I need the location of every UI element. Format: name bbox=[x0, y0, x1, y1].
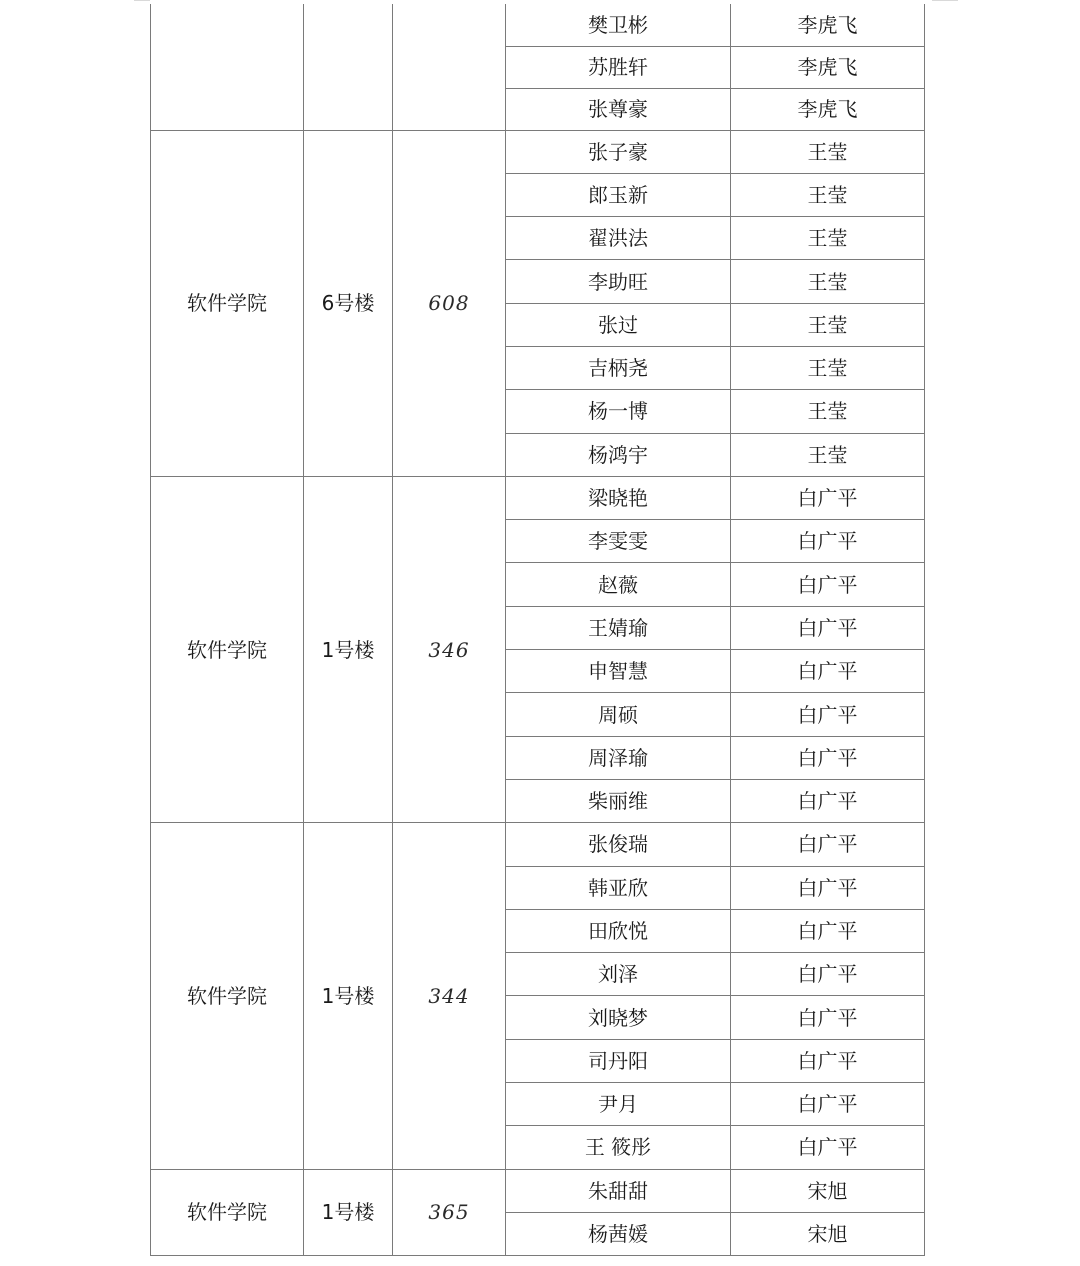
building-cell: 1号楼 bbox=[304, 1169, 393, 1256]
student-name-cell: 翟洪法 bbox=[506, 217, 731, 260]
student-name-cell: 赵薇 bbox=[506, 563, 731, 606]
student-name-cell: 杨茜媛 bbox=[506, 1212, 731, 1255]
student-name-cell: 梁晓艳 bbox=[506, 476, 731, 519]
supervisor-cell: 王莹 bbox=[731, 303, 925, 346]
supervisor-cell: 白广平 bbox=[731, 1126, 925, 1169]
room-number-cell: 346 bbox=[393, 476, 506, 822]
dormitory-roster-table bbox=[150, 4, 925, 1256]
table-row bbox=[151, 4, 925, 46]
student-name-cell: 司丹阳 bbox=[506, 1039, 731, 1082]
supervisor-cell: 白广平 bbox=[731, 823, 925, 866]
supervisor-cell: 白广平 bbox=[731, 736, 925, 779]
building-cell: 6号楼 bbox=[304, 130, 393, 476]
college-cell-continued bbox=[151, 4, 304, 130]
student-name-cell: 杨一博 bbox=[506, 390, 731, 433]
student-name-cell: 吉柄尧 bbox=[506, 346, 731, 389]
student-name-cell: 王婧瑜 bbox=[506, 606, 731, 649]
student-name-cell: 申智慧 bbox=[506, 650, 731, 693]
student-name-cell: 田欣悦 bbox=[506, 909, 731, 952]
building-cell: 1号楼 bbox=[304, 823, 393, 1169]
room-number-cell: 344 bbox=[393, 823, 506, 1169]
student-name-cell: 刘泽 bbox=[506, 953, 731, 996]
table-row bbox=[151, 1169, 925, 1212]
student-name-cell: 杨鸿宇 bbox=[506, 433, 731, 476]
supervisor-cell: 李虎飞 bbox=[731, 46, 925, 88]
supervisor-cell: 宋旭 bbox=[731, 1169, 925, 1212]
supervisor-cell: 白广平 bbox=[731, 520, 925, 563]
student-name-cell: 尹月 bbox=[506, 1083, 731, 1126]
student-name-cell: 张俊瑞 bbox=[506, 823, 731, 866]
supervisor-cell: 白广平 bbox=[731, 866, 925, 909]
student-name-cell: 刘晓梦 bbox=[506, 996, 731, 1039]
supervisor-cell: 王莹 bbox=[731, 173, 925, 216]
college-cell: 软件学院 bbox=[151, 1169, 304, 1256]
supervisor-cell: 白广平 bbox=[731, 476, 925, 519]
student-name-cell: 柴丽维 bbox=[506, 779, 731, 822]
college-cell: 软件学院 bbox=[151, 476, 304, 822]
student-name-cell: 朱甜甜 bbox=[506, 1169, 731, 1212]
supervisor-cell: 白广平 bbox=[731, 996, 925, 1039]
supervisor-cell: 白广平 bbox=[731, 563, 925, 606]
student-name-cell: 张尊豪 bbox=[506, 88, 731, 130]
building-cell-continued bbox=[304, 4, 393, 130]
room-number-cell: 608 bbox=[393, 130, 506, 476]
supervisor-cell: 白广平 bbox=[731, 1083, 925, 1126]
supervisor-cell: 白广平 bbox=[731, 606, 925, 649]
page-edge-right bbox=[932, 0, 958, 5]
supervisor-cell: 李虎飞 bbox=[731, 4, 925, 46]
supervisor-cell: 王莹 bbox=[731, 217, 925, 260]
supervisor-cell: 白广平 bbox=[731, 953, 925, 996]
student-name-cell: 周硕 bbox=[506, 693, 731, 736]
supervisor-cell: 王莹 bbox=[731, 130, 925, 173]
student-name-cell: 苏胜轩 bbox=[506, 46, 731, 88]
supervisor-cell: 王莹 bbox=[731, 390, 925, 433]
table-row bbox=[151, 823, 925, 866]
supervisor-cell: 王莹 bbox=[731, 346, 925, 389]
table-row bbox=[151, 476, 925, 519]
supervisor-cell: 宋旭 bbox=[731, 1212, 925, 1255]
student-name-cell: 李雯雯 bbox=[506, 520, 731, 563]
room-number-cell: 365 bbox=[393, 1169, 506, 1256]
building-cell: 1号楼 bbox=[304, 476, 393, 822]
college-cell: 软件学院 bbox=[151, 823, 304, 1169]
student-name-cell: 樊卫彬 bbox=[506, 4, 731, 46]
student-name-cell: 李助旺 bbox=[506, 260, 731, 303]
student-name-cell: 周泽瑜 bbox=[506, 736, 731, 779]
college-cell: 软件学院 bbox=[151, 130, 304, 476]
supervisor-cell: 白广平 bbox=[731, 693, 925, 736]
student-name-cell: 郎玉新 bbox=[506, 173, 731, 216]
supervisor-cell: 李虎飞 bbox=[731, 88, 925, 130]
student-name-cell: 张过 bbox=[506, 303, 731, 346]
student-name-cell: 王 筱彤 bbox=[506, 1126, 731, 1169]
supervisor-cell: 白广平 bbox=[731, 779, 925, 822]
supervisor-cell: 白广平 bbox=[731, 1039, 925, 1082]
room-cell-continued bbox=[393, 4, 506, 130]
roster-body bbox=[151, 4, 925, 1256]
supervisor-cell: 王莹 bbox=[731, 260, 925, 303]
table-row bbox=[151, 130, 925, 173]
supervisor-cell: 王莹 bbox=[731, 433, 925, 476]
student-name-cell: 韩亚欣 bbox=[506, 866, 731, 909]
student-name-cell: 张子豪 bbox=[506, 130, 731, 173]
supervisor-cell: 白广平 bbox=[731, 909, 925, 952]
page-edge-left bbox=[134, 0, 150, 5]
supervisor-cell: 白广平 bbox=[731, 650, 925, 693]
